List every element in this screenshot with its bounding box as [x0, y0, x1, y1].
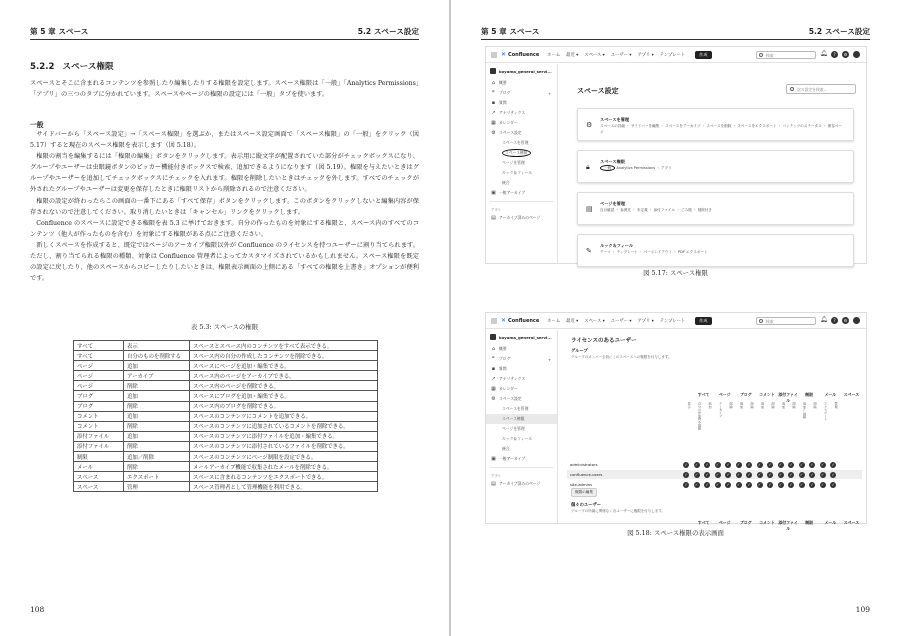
section-title: スペース権限 [62, 62, 114, 72]
nav-recent[interactable]: 最近 ▾ [566, 318, 579, 324]
permission-checks [683, 472, 841, 478]
card-title: スペース権限 [600, 159, 625, 164]
sidebar-sub-manage-space[interactable]: スペースを管理 [502, 406, 529, 411]
table-cell-description: スペースにページを追加・編集できる。 [190, 361, 378, 371]
card-links[interactable]: 自分確認 ・ 参照先 ・ 未定義 ・ 添付ファイル ・ ごみ箱 ・ 削除付き [600, 208, 712, 212]
section-heading [30, 60, 114, 72]
create-button[interactable]: 作成 [695, 51, 711, 59]
topbar-icons [820, 51, 860, 58]
sidebar-sub-manage-space[interactable]: スペースを管理 [502, 140, 529, 145]
table-cell-target: ブログ [74, 401, 124, 411]
group-name: site-admins [570, 482, 593, 487]
check-icon: ✓ [747, 472, 751, 477]
table-cell-target: コメント [74, 411, 124, 421]
avatar[interactable] [853, 317, 860, 324]
nav-templates[interactable]: テンプレート [659, 318, 686, 324]
sidebar-space-name[interactable]: koyama_general_servi... [486, 64, 557, 78]
table-cell-target: 添付ファイル [74, 431, 124, 441]
permission-subcolumn-label: 削除 [770, 402, 775, 409]
check-icon: ✓ [820, 472, 824, 477]
permission-checks [683, 482, 841, 488]
table-cell-permission: 追加 [124, 411, 190, 421]
table-row [74, 411, 378, 421]
chapter-title: 第 5 章 スペース [30, 27, 89, 36]
settings-content [559, 64, 866, 263]
table-cell-description: スペースとスペース内のコンテンツをすべて表示できる。 [190, 341, 378, 351]
table-cell-target: ページ [74, 371, 124, 381]
sidebar-item-archived-pages[interactable]: ▤ アーカイブ済みのページ [491, 215, 541, 221]
card-links[interactable]: テーマ ・ テンプレート ・ ページレイアウト ・ PDF エクスポート [600, 250, 708, 254]
permission-subcolumn-label: 削除 [728, 402, 733, 409]
section-title-header: 5.2 スペース設定 [357, 27, 419, 36]
check-icon: ✓ [684, 462, 688, 467]
check-icon: ✓ [694, 462, 698, 467]
table-cell-description: スペースに含まれるコンテンツをエクスポートできる。 [190, 472, 378, 482]
table-row [74, 381, 378, 391]
table-cell-permission: 追加 [124, 391, 190, 401]
sidebar-item-questions[interactable]: ▪ 質問 [491, 366, 507, 372]
notification-bell-icon[interactable]: 🔔︎ [820, 316, 828, 323]
table-cell-permission: 削除 [124, 441, 190, 451]
settings-gear-icon[interactable]: ⚙ [843, 52, 848, 57]
nav-recent[interactable]: 最近 ▾ [566, 52, 579, 58]
table-cell-description: スペースのコンテンツに添付ファイルを追加・編集できる。 [190, 431, 378, 441]
product-name: Confluence [508, 317, 540, 324]
search-icon [759, 53, 763, 57]
general-permissions-link[interactable]: 一般 [600, 165, 615, 171]
check-icon: ✓ [778, 472, 782, 477]
permission-checks [683, 462, 841, 468]
page-number: 108 [30, 605, 45, 614]
permission-subcolumn-label: 自分の作成物を削除 [697, 402, 701, 430]
space-avatar-icon [490, 68, 496, 74]
brush-icon: ✎ [586, 247, 592, 255]
table-cell-permission: アーカイブ [124, 371, 190, 381]
card-manage-pages[interactable] [577, 192, 854, 225]
confluence-logo[interactable] [501, 51, 539, 58]
table-cell-target: ページ [74, 381, 124, 391]
nav-apps[interactable]: アプリ ▾ [637, 52, 654, 58]
check-icon: ✓ [726, 462, 730, 467]
subheading-general: 一般 [30, 121, 44, 129]
other-permission-links[interactable]: Analytics Permissions ・ アプリ [616, 166, 672, 170]
page-title: スペース設定 [577, 87, 619, 95]
quote-icon: ❞ [492, 356, 495, 362]
permission-column-header: コメント [759, 392, 775, 397]
check-icon: ✓ [799, 482, 803, 487]
check-icon: ✓ [705, 482, 709, 487]
check-icon: ✓ [757, 482, 761, 487]
table-cell-target: 制限 [74, 452, 124, 462]
permission-column-header: スペース [843, 520, 860, 525]
table-row [74, 391, 378, 401]
permission-column-header: ブログ [739, 520, 752, 525]
screenshot-space-settings [485, 46, 867, 264]
table-cell-description: スペース管理者として管理機能を利用できる。 [190, 482, 378, 492]
permission-column-header: 制限 [805, 520, 814, 525]
notification-bell-icon[interactable]: 🔔︎ [820, 50, 828, 57]
apps-label: アプリ [491, 207, 502, 212]
permission-column-header: すべて [697, 520, 710, 525]
group-name: confluence-users [570, 472, 603, 477]
app-switcher-icon[interactable] [491, 318, 497, 324]
body-paragraph: 権限の割当を編集するには「権限の編集」ボタンをクリックします。表示用に縦文字が配置されていた部分がチェックボックスになり、グループやユーザーは虫眼鏡ボタンのピッカー機能付きボックスで検索、追加できるようになります（図 5.19）。権限を与えたいときはグループやユーザーを追加してチェックボックスにチェックを入れます。権限を削除したいときはチェックを外します。すべてのチェックが外されたグループやユーザーは変更を保存したときに権限リストから削除されるので注意ください。 [30, 153, 419, 194]
body-paragraph: 新しくスペースを作成すると、既定ではページのアーカイブ権限以外が Confluence のライセンスを持つユーザーに割り当てられます。ただし、割り当てられる権限の種類、対象は Confluence 管理者によってカスタマイズされているかもしれません。スペース権限を既定の設定に戻したり、他のスペースからコピーしたりしたいときは、権限表示画面の上側にある「すべての権限を上書き」オプションが便利です。 [30, 241, 419, 283]
search-icon [759, 319, 763, 323]
table-cell-description: スペースのコンテンツにコメントを追加できる。 [190, 411, 378, 421]
permission-column-header: メール [824, 520, 837, 525]
sidebar-sub-space-permissions[interactable]: スペース権限 [486, 414, 557, 424]
table-cell-permission: 追加／削除 [124, 452, 190, 462]
groups-description: グループのメンバー全員にこのスペースへの権限を付与します。 [571, 355, 672, 359]
gear-icon: ⚙ [586, 121, 593, 129]
permission-column-header: ブログ [739, 392, 752, 397]
space-sidebar [486, 64, 558, 263]
check-icon: ✓ [810, 462, 814, 467]
table-row [74, 351, 378, 361]
settings-gear-icon[interactable]: ⚙ [843, 318, 848, 323]
table-cell-description: スペースにブログを追加・編集できる。 [190, 391, 378, 401]
table-row [74, 361, 378, 371]
check-icon: ✓ [684, 472, 688, 477]
check-icon: ✓ [736, 462, 740, 467]
table-cell-permission: 自分のものを削除する [124, 351, 190, 361]
card-links [600, 165, 845, 171]
table-cell-permission: 削除 [124, 421, 190, 431]
permission-subcolumn-label: 削除 [791, 402, 796, 409]
check-icon: ✓ [694, 482, 698, 487]
gear-icon: ⚙ [491, 130, 496, 136]
calendar-icon: ▦ [491, 120, 496, 126]
search-input[interactable]: 検索 [756, 317, 816, 325]
table-cell-description: スペース内のページをアーカイブできる。 [190, 371, 378, 381]
table-caption: 表 5.3: スペースの権限 [190, 323, 259, 331]
check-icon: ✓ [747, 462, 751, 467]
check-icon: ✓ [726, 472, 730, 477]
table-row [74, 401, 378, 411]
sidebar-item-space-settings[interactable]: ⚙ スペース設定 [491, 396, 522, 402]
table-row [74, 452, 378, 462]
permission-subcolumn-label: 削除 [749, 402, 754, 409]
check-icon: ✓ [757, 472, 761, 477]
settings-search-input[interactable]: 次の設定を検索... [786, 84, 856, 94]
space-avatar-icon [490, 334, 496, 340]
permission-subcolumn-label: 追加/削除 [802, 402, 806, 419]
apps-label: アプリ [491, 473, 502, 478]
permission-column-header: すべて [697, 392, 710, 397]
search-input[interactable]: 検索 [756, 51, 816, 59]
table-row [74, 482, 378, 492]
table-cell-permission: 削除 [124, 381, 190, 391]
permission-subcolumn-label: 表示 [686, 402, 691, 409]
confluence-logo[interactable] [501, 317, 539, 324]
group-name: administrators [570, 462, 598, 467]
nav-spaces[interactable]: スペース ▾ [584, 318, 605, 324]
body-paragraph: 権限の設定が終わったらこの画面の一番下にある「すべて保存」ボタンをクリックします。このボタンをクリックしないと編集内容が保存されないので注意してください。取り消したいときは「キャンセル」リンクをクリックします。 [30, 197, 419, 216]
sidebar-item-calendar[interactable]: ▦ カレンダー [491, 120, 518, 126]
table-cell-description: メールアーカイブ機能で収集されたメールを削除できる。 [190, 462, 378, 472]
sidebar-sub-look-feel[interactable]: ルック＆フィール [502, 436, 532, 441]
app-topbar [486, 313, 866, 329]
permission-column-header: 添付ファイル [778, 520, 798, 531]
table-cell-target: すべて [74, 351, 124, 361]
divider [490, 201, 553, 202]
figure-caption: 図 5.17: スペース権限 [643, 269, 708, 277]
group-row [567, 470, 862, 479]
permission-subcolumns [683, 402, 862, 458]
analytics-icon: ↗ [491, 110, 496, 116]
permission-column-header: 制限 [805, 392, 814, 397]
sidebar-item-archive[interactable]: ▣ 一般アーカイブ [491, 456, 526, 462]
nav-apps[interactable]: アプリ ▾ [637, 318, 654, 324]
screenshot-space-permissions [485, 312, 867, 531]
permission-subcolumn-label: 追加 [781, 402, 785, 409]
permission-column-header: ページ [718, 392, 731, 397]
table-cell-description: スペースのコンテンツに追加されているコメントを削除できる。 [190, 421, 378, 431]
permissions-content [559, 330, 866, 531]
lock-icon: 🔒︎ [586, 163, 590, 171]
table-cell-target: ブログ [74, 391, 124, 401]
card-space-permissions[interactable] [577, 150, 854, 183]
app-topbar [486, 47, 866, 63]
table-cell-target: 添付ファイル [74, 441, 124, 451]
nav-people[interactable]: ユーザー ▾ [610, 52, 632, 58]
groups-heading: グループ [571, 349, 588, 354]
card-links[interactable]: スペースの詳細 ・ サイドバーを編集 ・ スペースをアーカイブ ・ スペースを削除 ・ スペースをエクスポート ・ コンテンツのステータス ・ 保存ページ [600, 124, 842, 134]
help-icon[interactable]: ? [831, 317, 838, 324]
table-cell-description: スペース内のページを削除できる。 [190, 381, 378, 391]
table-cell-target: メール [74, 462, 124, 472]
table-cell-permission: 削除 [124, 401, 190, 411]
table-row [74, 341, 378, 351]
individual-users-heading: 個々のユーザー [571, 503, 602, 508]
sidebar-item-calendar[interactable]: ▦ カレンダー [491, 386, 518, 392]
sidebar-item-overview[interactable]: ⌂ 概要 [491, 346, 507, 352]
sidebar-sub-manage-pages[interactable]: ページを管理 [502, 426, 525, 431]
card-title: ページを管理 [600, 201, 626, 206]
sidebar-item-space-settings[interactable]: ⚙ スペース設定 [491, 130, 522, 136]
table-row [74, 421, 378, 431]
body-text [30, 129, 419, 284]
gear-icon: ⚙ [491, 396, 496, 402]
edit-permissions-button[interactable]: 権限の編集 [571, 488, 597, 497]
help-icon[interactable]: ? [831, 51, 838, 58]
table-row [74, 462, 378, 472]
check-icon: ✓ [747, 482, 751, 487]
figure-caption: 図 5.18: スペース権限の表示画面 [627, 529, 724, 537]
intro-paragraph: スペースとそこに含まれるコンテンツを参照したり編集したりする権限を設定します。スペース権限は「一般」「Analytics Permissions」「アプリ」の三つのタブに分かれています。スペースやページの権限の設定には「一般」タブを使います。 [30, 80, 419, 99]
add-icon[interactable]: + [547, 356, 551, 362]
check-icon: ✓ [789, 472, 793, 477]
table-cell-permission: 削除 [124, 462, 190, 472]
table-cell-target: コメント [74, 421, 124, 431]
section-title-header: 5.2 スペース設定 [808, 27, 870, 36]
sidebar-sub-integrations[interactable]: 統合 [502, 446, 510, 451]
running-head [30, 26, 419, 40]
check-icon: ✓ [768, 462, 772, 467]
page-icon: ▤ [586, 205, 593, 213]
table-cell-description: スペース内のブログを削除できる。 [190, 401, 378, 411]
check-icon: ✓ [715, 462, 719, 467]
table-cell-target: すべて [74, 341, 124, 351]
page-number: 109 [855, 605, 870, 614]
archive-icon: ▣ [491, 456, 496, 462]
question-icon: ▪ [491, 366, 496, 372]
nav-home[interactable]: ホーム [547, 52, 561, 58]
sidebar-item-questions[interactable]: ▪ 質問 [491, 100, 507, 106]
check-icon: ✓ [736, 482, 740, 487]
permission-column-header: ページ [718, 520, 731, 525]
permission-column-header: 添付ファイル [778, 392, 798, 403]
table-cell-description: スペースのコンテンツにページ制限を設定できる。 [190, 452, 378, 462]
check-icon: ✓ [736, 472, 740, 477]
individual-users-description: グループの所属に関係なく各ユーザーに権限を付与します。 [571, 509, 665, 513]
licensed-users-title: ライセンスのあるユーザー [571, 338, 637, 344]
body-paragraph: Confluence のスペースに設定できる権限を表 5.3 に挙げておきます。自分の作ったものを対象にする権限と、スペース内のすべてのコンテンツ（他人が作ったものを含む）を対象にする権限がある点にご注意ください。 [30, 219, 419, 238]
check-icon: ✓ [715, 482, 719, 487]
table-cell-target: ページ [74, 361, 124, 371]
product-name: Confluence [508, 51, 540, 58]
home-icon: ⌂ [491, 346, 496, 352]
space-sidebar [486, 330, 558, 523]
table-cell-permission: エクスポート [124, 472, 190, 482]
check-icon: ✓ [799, 462, 803, 467]
left-page [0, 0, 449, 636]
avatar[interactable] [853, 51, 860, 58]
check-icon: ✓ [715, 472, 719, 477]
table-cell-permission: 表示 [124, 341, 190, 351]
create-button[interactable]: 作成 [695, 317, 711, 325]
permission-column-header: コメント [759, 520, 775, 525]
confluence-mark-icon: ✕ [501, 317, 507, 324]
check-icon: ✓ [768, 482, 772, 487]
permission-subcolumn-label: 追加 [760, 402, 764, 409]
check-icon: ✓ [820, 482, 824, 487]
archive-icon: ▤ [491, 481, 496, 487]
sidebar-sub-space-permissions[interactable]: スペース権限 [486, 148, 557, 158]
table-row [74, 371, 378, 381]
sidebar-item-analytics[interactable]: ↗ アナリティクス [491, 110, 526, 116]
card-manage-space[interactable] [577, 108, 854, 141]
check-icon: ✓ [726, 482, 730, 487]
check-icon: ✓ [810, 472, 814, 477]
permission-subcolumn-label: 追加 [707, 402, 712, 409]
table-row [74, 472, 378, 482]
sidebar-item-archived-pages[interactable]: ▤ アーカイブ済みのページ [491, 481, 541, 487]
check-icon: ✓ [789, 482, 793, 487]
table-row [74, 441, 378, 451]
right-page [451, 0, 900, 636]
check-icon: ✓ [705, 462, 709, 467]
sidebar-space-name[interactable]: koyama_general_servi... [486, 330, 557, 344]
sidebar-item-blog[interactable]: ❞ ブログ + [492, 90, 551, 96]
permission-subcolumn-label: エクスポート [823, 402, 827, 421]
sidebar-item-archive[interactable]: ▣ 一般アーカイブ [491, 190, 526, 196]
check-icon: ✓ [810, 482, 814, 487]
section-number: 5.2.2 [30, 62, 55, 72]
table-cell-description: スペースのコンテンツに添付されているファイルを削除できる。 [190, 441, 378, 451]
card-title: ルック＆フィール [600, 243, 634, 248]
check-icon: ✓ [705, 472, 709, 477]
card-look-feel[interactable] [577, 234, 854, 267]
group-row [567, 460, 862, 469]
check-icon: ✓ [694, 472, 698, 477]
chapter-title: 第 5 章 スペース [481, 27, 540, 36]
table-cell-description: スペース内の自分の作成したコンテンツを削除できる。 [190, 351, 378, 361]
check-icon: ✓ [831, 462, 835, 467]
check-icon: ✓ [684, 482, 688, 487]
sidebar-item-blog[interactable]: ❞ ブログ + [492, 356, 551, 362]
nav-templates[interactable]: テンプレート [659, 52, 686, 58]
topbar-icons [820, 317, 860, 324]
permission-subcolumn-label: 管理 [833, 402, 838, 409]
sidebar-item-overview[interactable]: ⌂ 概要 [491, 80, 507, 86]
table-cell-target: スペース [74, 482, 124, 492]
table-cell-permission: 追加 [124, 431, 190, 441]
check-icon: ✓ [757, 462, 761, 467]
calendar-icon: ▦ [491, 386, 496, 392]
archive-icon: ▣ [491, 190, 496, 196]
archive-icon: ▤ [491, 215, 496, 221]
permissions-table [73, 340, 378, 492]
nav-home[interactable]: ホーム [547, 318, 561, 324]
permission-column-header: スペース [843, 392, 860, 397]
check-icon: ✓ [778, 462, 782, 467]
permission-subcolumn-label: 追加 [739, 402, 743, 409]
group-row [567, 480, 862, 489]
add-icon[interactable]: + [547, 90, 551, 96]
body-paragraph: サイドバーから「スペース設定」→「スペース権限」を選ぶか、またはスペース設定画面で「スペース権限」の「一般」をクリック（図 5.17）すると現在のスペース権限を表示します（図 5.18）。 [30, 131, 419, 150]
quote-icon: ❞ [492, 90, 495, 96]
nav-people[interactable]: ユーザー ▾ [610, 318, 632, 324]
sidebar-sub-manage-pages[interactable]: ページを管理 [502, 160, 525, 165]
sidebar-item-analytics[interactable]: ↗ アナリティクス [491, 376, 526, 382]
permission-subcolumn-label: アーカイブ [718, 402, 722, 418]
search-icon [790, 87, 794, 91]
check-icon: ✓ [831, 482, 835, 487]
nav-spaces[interactable]: スペース ▾ [584, 52, 605, 58]
confluence-mark-icon: ✕ [501, 51, 507, 58]
table-cell-permission: 追加 [124, 361, 190, 371]
card-title: スペースを管理 [600, 117, 630, 122]
check-icon: ✓ [768, 472, 772, 477]
table-cell-target: スペース [74, 472, 124, 482]
check-icon: ✓ [799, 472, 803, 477]
table-cell-permission: 管理 [124, 482, 190, 492]
sidebar-sub-integrations[interactable]: 統合 [502, 180, 510, 185]
permission-column-header: メール [824, 392, 837, 397]
divider [490, 467, 553, 468]
permission-subcolumn-label: 削除 [812, 402, 817, 409]
check-icon: ✓ [789, 462, 793, 467]
analytics-icon: ↗ [491, 376, 496, 382]
check-icon: ✓ [831, 472, 835, 477]
home-icon: ⌂ [491, 80, 496, 86]
check-icon: ✓ [820, 462, 824, 467]
app-switcher-icon[interactable] [491, 52, 497, 58]
question-icon: ▪ [491, 100, 496, 106]
running-head [481, 26, 870, 40]
sidebar-sub-look-feel[interactable]: ルック＆フィール [502, 170, 532, 175]
check-icon: ✓ [778, 482, 782, 487]
table-row [74, 431, 378, 441]
